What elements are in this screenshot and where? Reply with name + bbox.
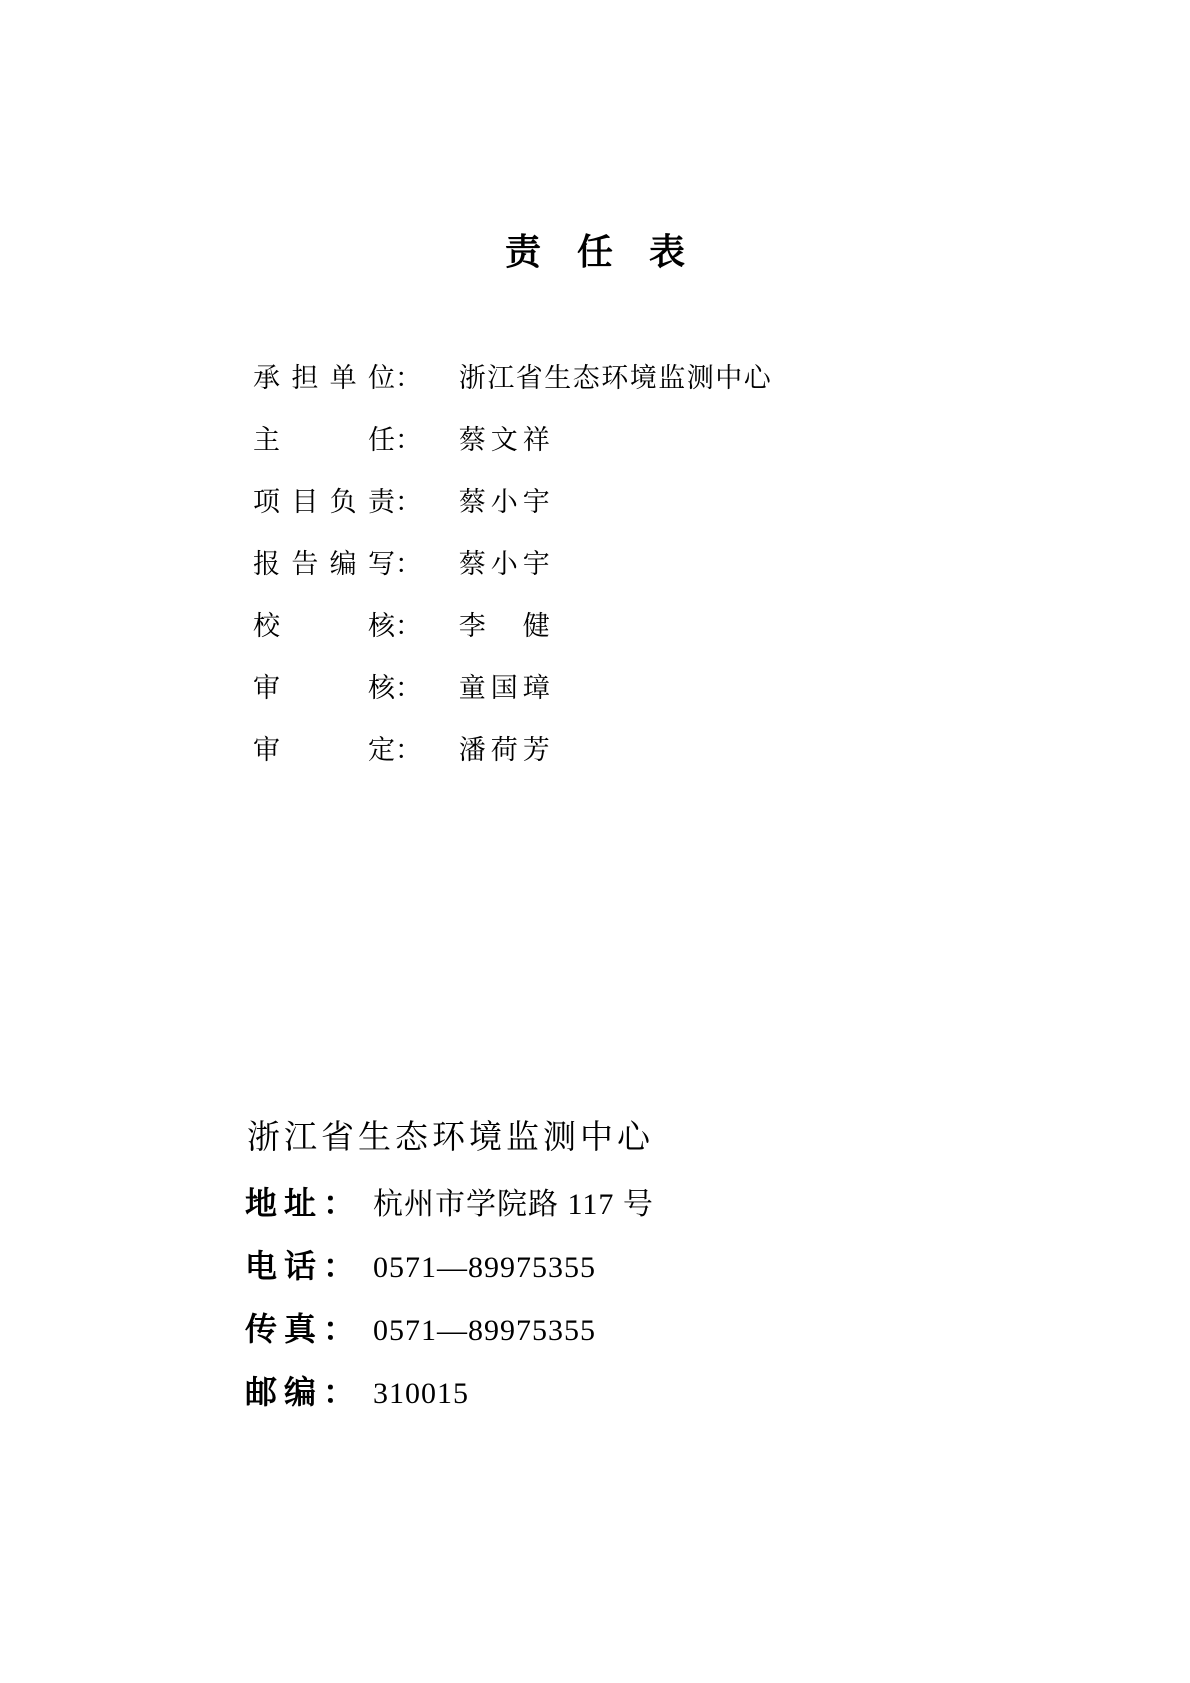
contact-row-postal-code <box>245 1361 654 1424</box>
resp-row-report-writer <box>253 533 772 595</box>
resp-label: 审定 <box>253 735 395 765</box>
resp-value: 潘荷芳 <box>458 735 555 765</box>
resp-colon: ： <box>395 363 422 393</box>
resp-value: 蔡小宇 <box>458 487 555 517</box>
contact-value: 310015 <box>373 1377 470 1410</box>
resp-label: 项目负责 <box>253 487 395 517</box>
resp-value: 李 健 <box>458 611 555 641</box>
resp-row-approver <box>253 719 772 781</box>
resp-label: 校核 <box>253 611 395 641</box>
organization-name: 浙江省生态环境监测中心 <box>247 1120 654 1156</box>
resp-label: 承担单位 <box>253 363 395 393</box>
contact-block <box>245 1172 654 1424</box>
resp-value: 童国璋 <box>458 673 555 703</box>
contact-row-address <box>245 1172 654 1235</box>
resp-colon: ： <box>395 735 422 765</box>
resp-value: 蔡小宇 <box>458 549 555 579</box>
resp-row-reviewer <box>253 657 772 719</box>
resp-colon: ： <box>395 549 422 579</box>
resp-value: 浙江省生态环境监测中心 <box>458 363 773 393</box>
contact-colon: ： <box>323 1374 356 1410</box>
resp-row-checker <box>253 595 772 657</box>
resp-colon: ： <box>395 673 422 703</box>
contact-label: 邮编 <box>245 1374 324 1410</box>
page-title: 责 任 表 <box>504 232 685 272</box>
resp-row-undertaking-unit <box>253 347 772 409</box>
resp-colon: ： <box>395 611 422 641</box>
contact-colon: ： <box>323 1185 356 1221</box>
contact-row-fax <box>245 1298 654 1361</box>
contact-value: 0571—89975355 <box>373 1314 597 1347</box>
resp-colon: ： <box>395 425 422 455</box>
resp-label: 报告编写 <box>253 549 395 579</box>
contact-colon: ： <box>323 1311 356 1347</box>
resp-row-director <box>253 409 772 471</box>
resp-colon: ： <box>395 487 422 517</box>
resp-value: 蔡文祥 <box>458 425 555 455</box>
contact-value: 杭州市学院路 117 号 <box>373 1188 654 1221</box>
contact-label: 地址 <box>245 1185 324 1221</box>
contact-value: 0571—89975355 <box>373 1251 597 1284</box>
resp-label: 主任 <box>253 425 395 455</box>
contact-label: 电话 <box>245 1248 324 1284</box>
resp-label: 审核 <box>253 673 395 703</box>
contact-colon: ： <box>323 1248 356 1284</box>
contact-row-phone <box>245 1235 654 1298</box>
responsibility-table <box>253 347 772 781</box>
resp-row-project-lead <box>253 471 772 533</box>
contact-label: 传真 <box>245 1311 324 1347</box>
